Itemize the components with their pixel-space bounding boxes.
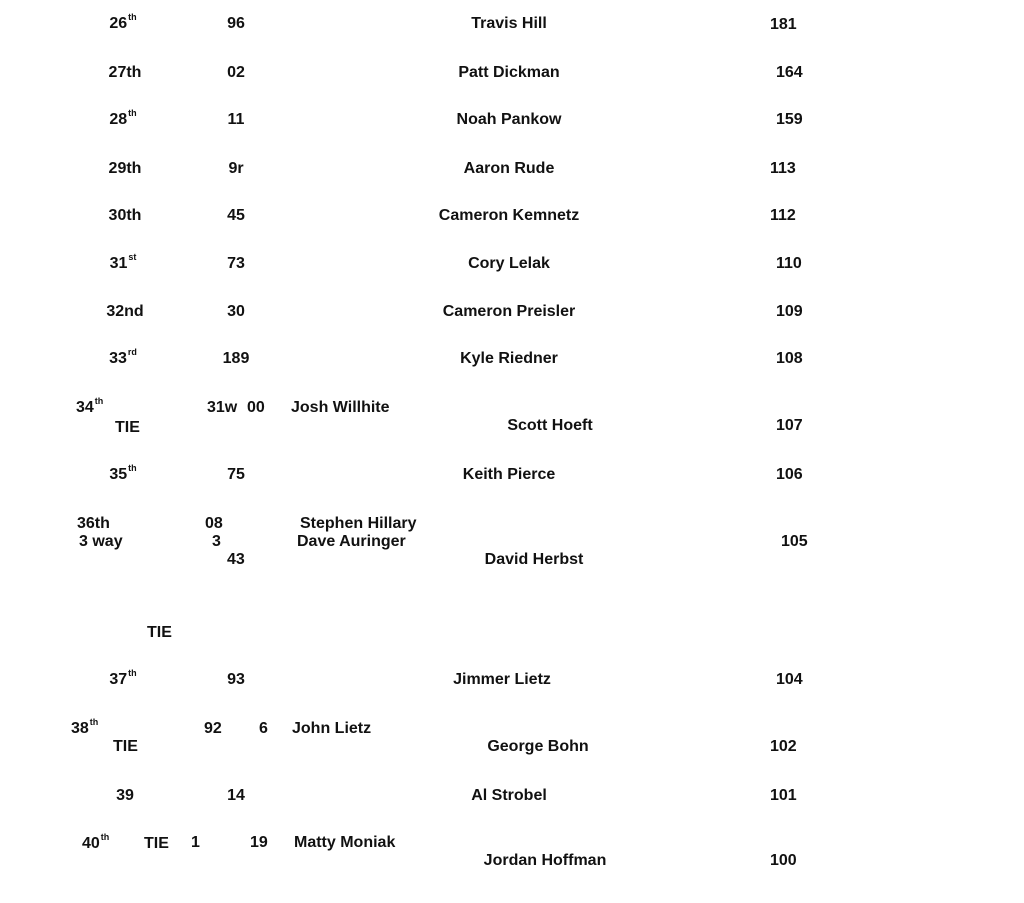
car-number-cell: 19 xyxy=(250,834,268,851)
points-cell: 108 xyxy=(776,350,803,367)
points-cell: 107 xyxy=(776,417,803,434)
tie-label: TIE xyxy=(113,738,138,755)
driver-name-cell: Jordan Hoffman xyxy=(483,852,607,869)
driver-name-cell: Cory Lelak xyxy=(468,255,550,272)
points-cell: 181 xyxy=(770,16,797,33)
driver-name-cell: Patt Dickman xyxy=(458,64,560,81)
place-cell: 38th xyxy=(71,717,99,737)
points-cell: 159 xyxy=(776,111,803,128)
driver-name-cell: Scott Hoeft xyxy=(507,417,593,434)
car-number-cell: 93 xyxy=(227,671,245,688)
place-cell: 31st xyxy=(109,252,137,272)
driver-name-cell: Kyle Riedner xyxy=(460,350,558,367)
car-number-cell: 92 xyxy=(204,720,222,737)
car-number-cell: 96 xyxy=(227,15,245,32)
tie-label: TIE xyxy=(115,419,140,436)
driver-name-cell: John Lietz xyxy=(292,720,372,737)
driver-name-cell: Aaron Rude xyxy=(463,160,555,177)
driver-name-cell: Cameron Preisler xyxy=(442,303,576,320)
points-cell: 100 xyxy=(770,852,797,869)
place-cell: 34th xyxy=(76,396,104,416)
driver-name-cell: Travis Hill xyxy=(471,15,547,32)
place-cell: 32nd xyxy=(106,303,144,320)
car-number-cell: 189 xyxy=(222,350,250,367)
driver-name-cell: Stephen Hillary xyxy=(300,515,417,532)
place-cell: 40th xyxy=(82,832,110,852)
driver-name-cell: George Bohn xyxy=(487,738,589,755)
driver-name-cell: Dave Auringer xyxy=(297,533,406,550)
place-cell: 30th xyxy=(108,207,142,224)
driver-name-cell: Josh Willhite xyxy=(291,399,390,416)
car-number-cell: 08 xyxy=(205,515,223,532)
points-cell: 106 xyxy=(776,466,803,483)
place-cell: 36th xyxy=(77,515,110,532)
car-number-cell: 02 xyxy=(227,64,245,81)
car-number-cell: 43 xyxy=(227,551,245,568)
car-number-cell: 1 xyxy=(191,834,200,851)
points-cell: 101 xyxy=(770,787,797,804)
tie-label: TIE xyxy=(147,624,172,641)
driver-name-cell: Cameron Kemnetz xyxy=(438,207,580,224)
place-cell: 33rd xyxy=(109,347,137,367)
car-number-cell: 6 xyxy=(259,720,268,737)
points-cell: 110 xyxy=(776,255,802,272)
points-cell: 113 xyxy=(770,160,796,177)
car-number-cell: 9r xyxy=(228,160,244,177)
place-cell: 35th xyxy=(109,463,137,483)
car-number-cell: 31w xyxy=(207,399,238,416)
driver-name-cell: Noah Pankow xyxy=(456,111,562,128)
place-cell: 26th xyxy=(109,12,137,32)
points-cell: 164 xyxy=(776,64,803,81)
points-cell: 105 xyxy=(781,533,808,550)
place-cell: 28th xyxy=(109,108,137,128)
car-number-cell: 75 xyxy=(227,466,245,483)
place-cell: 27th xyxy=(108,64,142,81)
points-cell: 112 xyxy=(770,207,796,224)
driver-name-cell: Jimmer Lietz xyxy=(453,671,551,688)
car-number-cell: 73 xyxy=(227,255,245,272)
points-cell: 102 xyxy=(770,738,797,755)
car-number-cell: 11 xyxy=(227,111,245,128)
driver-name-cell: Al Strobel xyxy=(471,787,547,804)
points-cell: 104 xyxy=(776,671,803,688)
tie-label: TIE xyxy=(144,835,169,852)
driver-name-cell: Matty Moniak xyxy=(294,834,396,851)
points-cell: 109 xyxy=(776,303,803,320)
car-number-cell: 3 xyxy=(212,533,221,550)
car-number-cell: 30 xyxy=(227,303,245,320)
place-cell: 29th xyxy=(108,160,142,177)
place-cell: 39 xyxy=(116,787,134,804)
car-number-cell: 45 xyxy=(227,207,245,224)
driver-name-cell: Keith Pierce xyxy=(462,466,556,483)
tie-description: 3 way xyxy=(79,533,123,550)
place-cell: 37th xyxy=(109,668,137,688)
car-number-cell: 00 xyxy=(247,399,265,416)
car-number-cell: 14 xyxy=(227,787,245,804)
driver-name-cell: David Herbst xyxy=(484,551,584,568)
